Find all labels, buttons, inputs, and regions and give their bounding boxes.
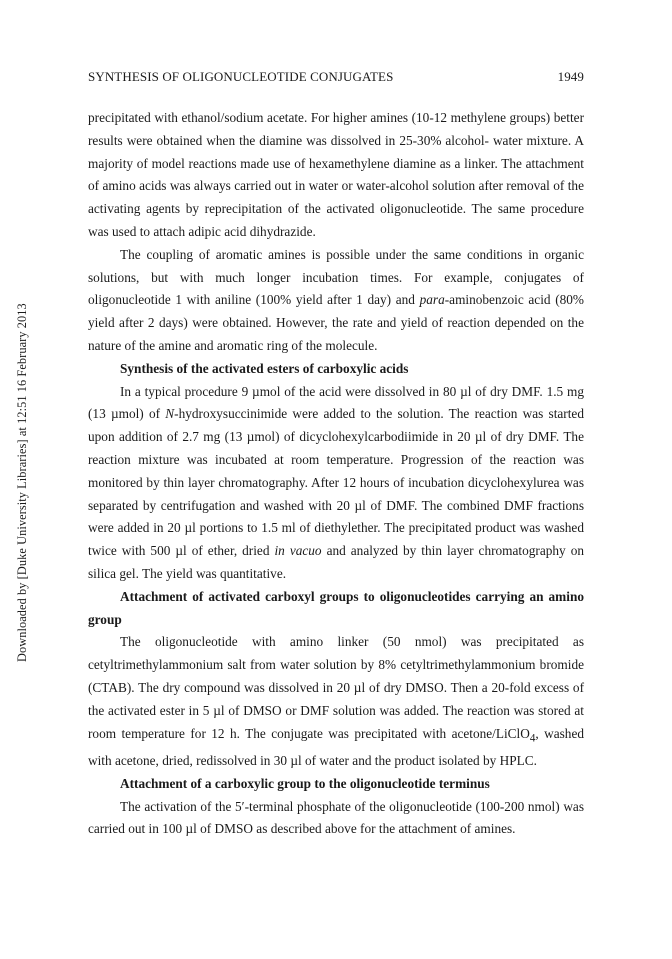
page-number: 1949 — [557, 69, 584, 84]
paragraph-amine-precipitation: precipitated with ethanol/sodium acetate. For higher amines (10-12 methylene groups) better results were obtained when the diamine was dissolved in 25-30% alcohol- water mixture. A majority of model reactions made use of hexamethylene diamine as a linker. The attachment of amino acids was always carried out in water or water-alcohol solution after removal of the activating agents by reprecipitation of the activated oligonucleotide. The same procedure was used to attach adipic acid dihydrazide. — [88, 110, 584, 239]
section-heading-carboxyl-attachment: Attachment of activated carboxyl groups to oligonucleotides carrying an amino group — [88, 588, 584, 627]
download-watermark: Downloaded by [Duke University Libraries] at 12:51 16 February 2013 — [15, 303, 29, 662]
running-head — [88, 68, 584, 86]
paragraph-activated-esters-procedure: In a typical procedure 9 µmol of the acid were dissolved in 80 µl of dry DMF. 1.5 mg (13 µmol) of N-hydroxysuccinimide were added to the solution. The reaction was started upon addition of 2.7 mg (13 µmol) of dicyclohexylcarbodiimide in 20 µl of dry DMF. The reaction mixture was incubated at room temperature. Progression of the reaction was monitored by thin layer chromatography. After 12 hours of incubation dicyclohexylurea was separated by centrifugation and washed with 20 µl of DMF. The combined DMF fractions were added in 20 µl portions to 1.5 ml of diethylether. The precipitated product was washed twice with 500 µl of ether, dried in vacuo and analyzed by thin layer chromatography on silica gel. The yield was quantitative. — [88, 383, 584, 581]
paragraph-carboxyl-attachment-procedure: The oligonucleotide with amino linker (50 nmol) was precipitated as cetyltrimethylammonium salt from water solution by 8% cetyltrimethylammonium bromide (CTAB). The dry compound was dissolved in 20 µl of dry DMSO. Then a 20-fold excess of the activated ester in 5 µl of DMSO or DMF solution was added. The reaction was stored at room temperature for 12 h. The conjugate was precipitated with acetone/LiClO$_4$, washed with acetone, dried, redissolved in 30 µl of water and the product isolated by HPLC. — [88, 634, 584, 768]
section-heading-terminus-attachment: Attachment of a carboxylic group to the oligonucleotide terminus — [120, 775, 490, 791]
article-body — [88, 107, 584, 841]
paragraph-terminus-activation: The activation of the 5′-terminal phosphate of the oligonucleotide (100-200 nmol) was carried out in 100 µl of DMSO as described above for the attachment of amines. — [88, 798, 584, 837]
section-heading-activated-esters: Synthesis of the activated esters of carboxylic acids — [120, 360, 409, 376]
running-head-title: SYNTHESIS OF OLIGONUCLEOTIDE CONJUGATES — [88, 69, 394, 84]
paragraph-aromatic-amines: The coupling of aromatic amines is possible under the same conditions in organic solutions, but with much longer incubation times. For example, conjugates of oligonucleotide 1 with aniline (100% yield after 1 day) and para-aminobenzoic acid (80% yield after 2 days) were obtained. However, the rate and yield of reaction depended on the nature of the amine and aromatic ring of the molecule. — [88, 246, 585, 353]
